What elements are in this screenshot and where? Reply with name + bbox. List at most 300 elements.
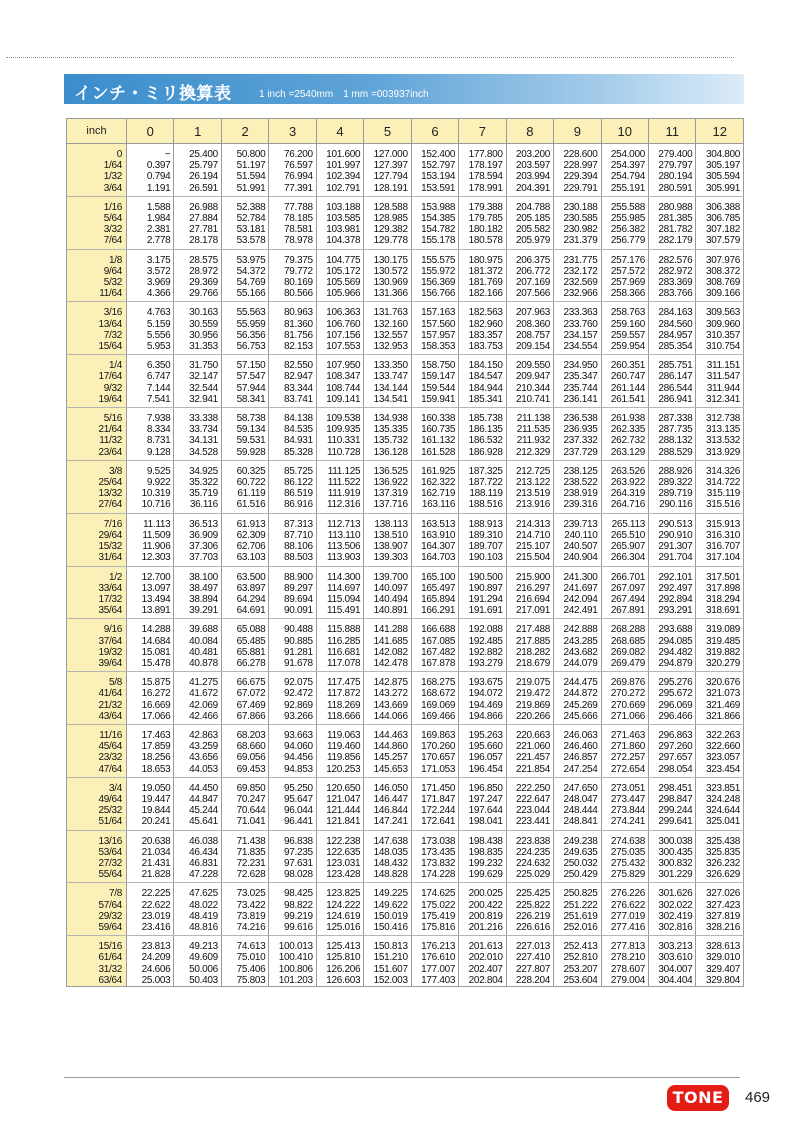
table-row (67, 883, 744, 900)
mm-value-cell: 72.628 (221, 869, 268, 883)
table-row (67, 636, 744, 647)
mm-value-cell: 309.563 (696, 302, 744, 319)
mm-value-cell: 21.828 (127, 869, 174, 883)
mm-value-cell: 9.525 (127, 460, 174, 477)
mm-value-cell: 307.182 (696, 224, 744, 235)
column-header-0: 0 (127, 119, 174, 144)
mm-value-cell: 17.463 (127, 724, 174, 741)
inch-fraction-cell: 15/16 (67, 936, 127, 953)
table-row (67, 477, 744, 488)
mm-value-cell: 190.897 (459, 583, 506, 594)
mm-value-cell: 324.248 (696, 794, 744, 805)
mm-value-cell: 212.725 (506, 460, 553, 477)
mm-value-cell: 61.119 (221, 488, 268, 499)
mm-value-cell: 169.466 (411, 711, 458, 725)
mm-value-cell: 196.850 (459, 777, 506, 794)
mm-value-cell: 304.800 (696, 144, 744, 161)
mm-value-cell: 36.909 (174, 530, 221, 541)
mm-value-cell: 292.101 (648, 566, 695, 583)
mm-value-cell: 189.310 (459, 530, 506, 541)
mm-value-cell: 215.107 (506, 541, 553, 552)
mm-value-cell: 88.106 (269, 541, 316, 552)
mm-value-cell: 96.838 (269, 830, 316, 847)
mm-value-cell: 253.207 (554, 964, 601, 975)
mm-value-cell: 155.972 (411, 266, 458, 277)
mm-value-cell: 323.057 (696, 752, 744, 763)
mm-value-cell: 298.451 (648, 777, 695, 794)
table-row (67, 288, 744, 302)
mm-value-cell: 103.981 (316, 224, 363, 235)
mm-value-cell: 125.413 (316, 936, 363, 953)
mm-value-cell: 230.585 (554, 213, 601, 224)
mm-value-cell: 175.419 (411, 911, 458, 922)
mm-value-cell: 150.019 (364, 911, 411, 922)
mm-value-cell: 123.031 (316, 858, 363, 869)
table-row (67, 355, 744, 372)
mm-value-cell: 317.104 (696, 552, 744, 566)
mm-value-cell: 159.941 (411, 394, 458, 408)
mm-value-cell: 284.163 (648, 302, 695, 319)
mm-value-cell: 77.391 (269, 183, 316, 197)
mm-value-cell: 49.609 (174, 952, 221, 963)
mm-value-cell: 172.244 (411, 805, 458, 816)
column-header-5: 5 (364, 119, 411, 144)
mm-value-cell: 136.525 (364, 460, 411, 477)
mm-value-cell: 270.272 (601, 688, 648, 699)
mm-value-cell: 307.976 (696, 249, 744, 266)
mm-value-cell: 134.144 (364, 383, 411, 394)
mm-value-cell: 229.394 (554, 171, 601, 182)
inch-fraction-cell: 35/64 (67, 605, 127, 619)
mm-value-cell: 13.891 (127, 605, 174, 619)
mm-value-cell: 313.135 (696, 424, 744, 435)
table-row (67, 183, 744, 197)
mm-value-cell: 119.856 (316, 752, 363, 763)
mm-value-cell: 294.879 (648, 658, 695, 672)
mm-value-cell: 161.528 (411, 447, 458, 461)
mm-value-cell: 176.610 (411, 952, 458, 963)
mm-value-cell: 211.932 (506, 435, 553, 446)
mm-value-cell: 192.485 (459, 636, 506, 647)
mm-value-cell: 260.351 (601, 355, 648, 372)
mm-value-cell: 287.338 (648, 408, 695, 425)
mm-value-cell: 30.956 (174, 330, 221, 341)
mm-value-cell: 200.422 (459, 900, 506, 911)
mm-value-cell: 1.191 (127, 183, 174, 197)
mm-value-cell: 191.691 (459, 605, 506, 619)
mm-value-cell: 3.175 (127, 249, 174, 266)
mm-value-cell: 113.506 (316, 541, 363, 552)
mm-value-cell: 303.213 (648, 936, 695, 953)
inch-fraction-cell: 7/32 (67, 330, 127, 341)
mm-value-cell: 204.391 (506, 183, 553, 197)
mm-value-cell: 53.181 (221, 224, 268, 235)
table-row (67, 922, 744, 936)
mm-value-cell: 142.478 (364, 658, 411, 672)
mm-value-cell: 27.781 (174, 224, 221, 235)
mm-value-cell: 42.466 (174, 711, 221, 725)
mm-value-cell: 23.416 (127, 922, 174, 936)
inch-fraction-cell: 1/32 (67, 171, 127, 182)
mm-value-cell: 296.069 (648, 700, 695, 711)
mm-value-cell: 110.331 (316, 435, 363, 446)
column-header-12: 12 (696, 119, 744, 144)
mm-value-cell: 19.844 (127, 805, 174, 816)
mm-value-cell: 119.063 (316, 724, 363, 741)
mm-value-cell: 320.279 (696, 658, 744, 672)
mm-value-cell: 191.294 (459, 594, 506, 605)
mm-value-cell: 79.375 (269, 249, 316, 266)
mm-value-cell: 10.319 (127, 488, 174, 499)
mm-value-cell: 77.788 (269, 196, 316, 213)
mm-value-cell: 163.513 (411, 513, 458, 530)
mm-value-cell: 325.438 (696, 830, 744, 847)
mm-value-cell: 296.863 (648, 724, 695, 741)
mm-value-cell: 298.847 (648, 794, 695, 805)
mm-value-cell: 16.669 (127, 700, 174, 711)
mm-value-cell: 219.472 (506, 688, 553, 699)
mm-value-cell: 175.816 (411, 922, 458, 936)
mm-value-cell: 329.804 (696, 975, 744, 987)
mm-value-cell: 279.004 (601, 975, 648, 987)
mm-value-cell: 213.122 (506, 477, 553, 488)
mm-value-cell: 147.638 (364, 830, 411, 847)
mm-value-cell: 55.959 (221, 319, 268, 330)
mm-value-cell: 44.847 (174, 794, 221, 805)
mm-value-cell: 206.375 (506, 249, 553, 266)
mm-value-cell: 131.763 (364, 302, 411, 319)
mm-value-cell: 184.547 (459, 371, 506, 382)
mm-value-cell: 90.091 (269, 605, 316, 619)
mm-value-cell: 170.260 (411, 741, 458, 752)
mm-value-cell: 171.847 (411, 794, 458, 805)
inch-fraction-cell: 27/64 (67, 499, 127, 513)
mm-value-cell: 218.679 (506, 658, 553, 672)
mm-value-cell: 61.516 (221, 499, 268, 513)
mm-value-cell: 78.581 (269, 224, 316, 235)
mm-value-cell: 150.813 (364, 936, 411, 953)
mm-value-cell: 190.103 (459, 552, 506, 566)
mm-value-cell: 258.366 (601, 288, 648, 302)
mm-value-cell: 104.775 (316, 249, 363, 266)
mm-value-cell: 232.172 (554, 266, 601, 277)
mm-value-cell: 138.510 (364, 530, 411, 541)
mm-value-cell: 320.676 (696, 672, 744, 689)
mm-value-cell: 73.422 (221, 900, 268, 911)
mm-value-cell: 105.966 (316, 288, 363, 302)
inch-fraction-cell: 1/2 (67, 566, 127, 583)
mm-value-cell: 271.066 (601, 711, 648, 725)
mm-value-cell: 198.438 (459, 830, 506, 847)
mm-value-cell: 260.747 (601, 371, 648, 382)
mm-value-cell: 166.688 (411, 619, 458, 636)
mm-value-cell: 24.209 (127, 952, 174, 963)
mm-value-cell: 150.416 (364, 922, 411, 936)
mm-value-cell: 244.079 (554, 658, 601, 672)
mm-value-cell: 59.134 (221, 424, 268, 435)
mm-value-cell: 53.975 (221, 249, 268, 266)
mm-value-cell: 230.188 (554, 196, 601, 213)
mm-value-cell: 169.069 (411, 700, 458, 711)
mm-value-cell: 242.888 (554, 619, 601, 636)
mm-value-cell: 289.322 (648, 477, 695, 488)
inch-fraction-cell: 7/16 (67, 513, 127, 530)
mm-value-cell: 57.150 (221, 355, 268, 372)
mm-value-cell: 160.735 (411, 424, 458, 435)
mm-value-cell: 269.082 (601, 647, 648, 658)
mm-value-cell: 304.404 (648, 975, 695, 987)
mm-value-cell: 318.294 (696, 594, 744, 605)
inch-fraction-cell: 61/64 (67, 952, 127, 963)
mm-value-cell: 261.541 (601, 394, 648, 408)
mm-value-cell: 23.813 (127, 936, 174, 953)
mm-value-cell: 319.882 (696, 647, 744, 658)
mm-value-cell: 89.297 (269, 583, 316, 594)
mm-value-cell: 188.516 (459, 499, 506, 513)
column-header-1: 1 (174, 119, 221, 144)
mm-value-cell: 193.279 (459, 658, 506, 672)
mm-value-cell: 194.866 (459, 711, 506, 725)
mm-value-cell: 305.197 (696, 160, 744, 171)
mm-value-cell: 302.816 (648, 922, 695, 936)
mm-value-cell: 231.379 (554, 235, 601, 249)
mm-value-cell: 161.925 (411, 460, 458, 477)
mm-value-cell: 84.931 (269, 435, 316, 446)
mm-value-cell: 148.828 (364, 869, 411, 883)
mm-value-cell: 238.919 (554, 488, 601, 499)
mm-value-cell: 86.519 (269, 488, 316, 499)
mm-value-cell: 244.475 (554, 672, 601, 689)
mm-value-cell: 104.378 (316, 235, 363, 249)
mm-value-cell: 85.725 (269, 460, 316, 477)
mm-value-cell: 142.082 (364, 647, 411, 658)
mm-value-cell: 17.066 (127, 711, 174, 725)
mm-value-cell: 114.697 (316, 583, 363, 594)
mm-value-cell: 277.813 (601, 936, 648, 953)
mm-value-cell: 73.819 (221, 911, 268, 922)
mm-value-cell: 31.750 (174, 355, 221, 372)
mm-value-cell: 223.838 (506, 830, 553, 847)
mm-value-cell: 263.526 (601, 460, 648, 477)
mm-value-cell: 95.647 (269, 794, 316, 805)
mm-value-cell: 120.253 (316, 764, 363, 778)
mm-value-cell: 282.576 (648, 249, 695, 266)
mm-value-cell: 84.535 (269, 424, 316, 435)
inch-fraction-cell: 3/32 (67, 224, 127, 235)
mm-value-cell: 130.572 (364, 266, 411, 277)
mm-value-cell: 198.041 (459, 816, 506, 830)
mm-value-cell: 272.654 (601, 764, 648, 778)
mm-value-cell: 33.338 (174, 408, 221, 425)
mm-value-cell: 126.603 (316, 975, 363, 987)
mm-value-cell: 12.700 (127, 566, 174, 583)
mm-value-cell: 223.441 (506, 816, 553, 830)
mm-value-cell: 275.829 (601, 869, 648, 883)
mm-value-cell: 325.041 (696, 816, 744, 830)
mm-value-cell: 181.372 (459, 266, 506, 277)
mm-value-cell: 217.091 (506, 605, 553, 619)
mm-value-cell: 93.266 (269, 711, 316, 725)
mm-value-cell: 175.022 (411, 900, 458, 911)
mm-value-cell: 6.747 (127, 371, 174, 382)
mm-value-cell: 168.672 (411, 688, 458, 699)
mm-value-cell: 177.007 (411, 964, 458, 975)
mm-value-cell: 267.097 (601, 583, 648, 594)
mm-value-cell: 326.232 (696, 858, 744, 869)
inch-fraction-cell: 51/64 (67, 816, 127, 830)
mm-value-cell: 247.254 (554, 764, 601, 778)
conversion-note: 1 inch =2540mm 1 mm =003937inch (259, 89, 429, 100)
mm-value-cell: 156.766 (411, 288, 458, 302)
mm-value-cell: 280.194 (648, 171, 695, 182)
mm-value-cell: 166.291 (411, 605, 458, 619)
mm-value-cell: 113.903 (316, 552, 363, 566)
inch-fraction-cell: 11/16 (67, 724, 127, 741)
mm-value-cell: 101.600 (316, 144, 363, 161)
mm-value-cell: 313.532 (696, 435, 744, 446)
mm-value-cell: 273.844 (601, 805, 648, 816)
mm-value-cell: 107.553 (316, 341, 363, 355)
mm-value-cell: 121.841 (316, 816, 363, 830)
mm-value-cell: 11.906 (127, 541, 174, 552)
mm-value-cell: 125.810 (316, 952, 363, 963)
mm-value-cell: 274.638 (601, 830, 648, 847)
mm-value-cell: 48.816 (174, 922, 221, 936)
table-row (67, 658, 744, 672)
mm-value-cell: 138.113 (364, 513, 411, 530)
mm-value-cell: 273.051 (601, 777, 648, 794)
mm-value-cell: 158.750 (411, 355, 458, 372)
mm-value-cell: 34.925 (174, 460, 221, 477)
mm-value-cell: 282.972 (648, 266, 695, 277)
table-row (67, 900, 744, 911)
mm-value-cell: 16.272 (127, 688, 174, 699)
mm-value-cell: 262.335 (601, 424, 648, 435)
mm-value-cell: 3.969 (127, 277, 174, 288)
mm-value-cell: 103.188 (316, 196, 363, 213)
mm-value-cell: 192.088 (459, 619, 506, 636)
mm-value-cell: 195.263 (459, 724, 506, 741)
mm-value-cell: 86.122 (269, 477, 316, 488)
table-row (67, 964, 744, 975)
mm-value-cell: 26.591 (174, 183, 221, 197)
mm-value-cell: 227.807 (506, 964, 553, 975)
mm-value-cell: 141.288 (364, 619, 411, 636)
mm-value-cell: 124.619 (316, 911, 363, 922)
column-header-9: 9 (554, 119, 601, 144)
table-row (67, 460, 744, 477)
mm-value-cell: 301.626 (648, 883, 695, 900)
mm-value-cell: 133.747 (364, 371, 411, 382)
mm-value-cell: 2.381 (127, 224, 174, 235)
mm-value-cell: 217.488 (506, 619, 553, 636)
mm-value-cell: 123.825 (316, 883, 363, 900)
mm-value-cell: 107.950 (316, 355, 363, 372)
column-header-inch: inch (67, 119, 127, 144)
mm-value-cell: 277.416 (601, 922, 648, 936)
mm-value-cell: 145.653 (364, 764, 411, 778)
mm-value-cell: 47.625 (174, 883, 221, 900)
table-row (67, 213, 744, 224)
table-row (67, 196, 744, 213)
table-row (67, 160, 744, 171)
mm-value-cell: 222.250 (506, 777, 553, 794)
mm-value-cell: 30.163 (174, 302, 221, 319)
mm-value-cell: 171.053 (411, 764, 458, 778)
table-row (67, 530, 744, 541)
mm-value-cell: 129.382 (364, 224, 411, 235)
mm-value-cell: 203.200 (506, 144, 553, 161)
mm-value-cell: 5.159 (127, 319, 174, 330)
inch-fraction-cell: 5/16 (67, 408, 127, 425)
table-row (67, 764, 744, 778)
inch-fraction-cell: 9/64 (67, 266, 127, 277)
mm-value-cell: 122.635 (316, 847, 363, 858)
mm-value-cell: 223.044 (506, 805, 553, 816)
mm-value-cell: 45.641 (174, 816, 221, 830)
mm-value-cell: 290.116 (648, 499, 695, 513)
table-row (67, 805, 744, 816)
mm-value-cell: 158.353 (411, 341, 458, 355)
mm-value-cell: 109.141 (316, 394, 363, 408)
mm-value-cell: 240.110 (554, 530, 601, 541)
mm-value-cell: 90.885 (269, 636, 316, 647)
mm-value-cell: 279.797 (648, 160, 695, 171)
mm-value-cell: 92.075 (269, 672, 316, 689)
mm-value-cell: 225.029 (506, 869, 553, 883)
mm-value-cell: 184.150 (459, 355, 506, 372)
mm-value-cell: 8.334 (127, 424, 174, 435)
inch-fraction-cell: 19/64 (67, 394, 127, 408)
table-row (67, 741, 744, 752)
mm-value-cell: 100.013 (269, 936, 316, 953)
mm-value-cell: 165.894 (411, 594, 458, 605)
mm-value-cell: 27.884 (174, 213, 221, 224)
mm-value-cell: 46.831 (174, 858, 221, 869)
mm-value-cell: 302.022 (648, 900, 695, 911)
mm-value-cell: 74.216 (221, 922, 268, 936)
mm-value-cell: 205.979 (506, 235, 553, 249)
mm-value-cell: 291.704 (648, 552, 695, 566)
mm-value-cell: 228.600 (554, 144, 601, 161)
mm-value-cell: 130.969 (364, 277, 411, 288)
mm-value-cell: 209.154 (506, 341, 553, 355)
inch-fraction-cell: 9/32 (67, 383, 127, 394)
mm-value-cell: 276.622 (601, 900, 648, 911)
mm-value-cell: 132.160 (364, 319, 411, 330)
mm-value-cell: 25.003 (127, 975, 174, 987)
inch-fraction-cell: 3/8 (67, 460, 127, 477)
mm-value-cell: 13.494 (127, 594, 174, 605)
mm-value-cell: 41.672 (174, 688, 221, 699)
mm-value-cell: 226.219 (506, 911, 553, 922)
mm-value-cell: 164.307 (411, 541, 458, 552)
mm-value-cell: 187.722 (459, 477, 506, 488)
mm-value-cell: 193.675 (459, 672, 506, 689)
mm-value-cell: 317.501 (696, 566, 744, 583)
mm-value-cell: 304.007 (648, 964, 695, 975)
mm-value-cell: 30.559 (174, 319, 221, 330)
mm-value-cell: 210.344 (506, 383, 553, 394)
inch-fraction-cell: 17/32 (67, 594, 127, 605)
table-row (67, 266, 744, 277)
mm-value-cell: 144.463 (364, 724, 411, 741)
table-row (67, 869, 744, 883)
mm-value-cell: 55.166 (221, 288, 268, 302)
mm-value-cell: 95.250 (269, 777, 316, 794)
mm-value-cell: 271.860 (601, 741, 648, 752)
column-header-2: 2 (221, 119, 268, 144)
